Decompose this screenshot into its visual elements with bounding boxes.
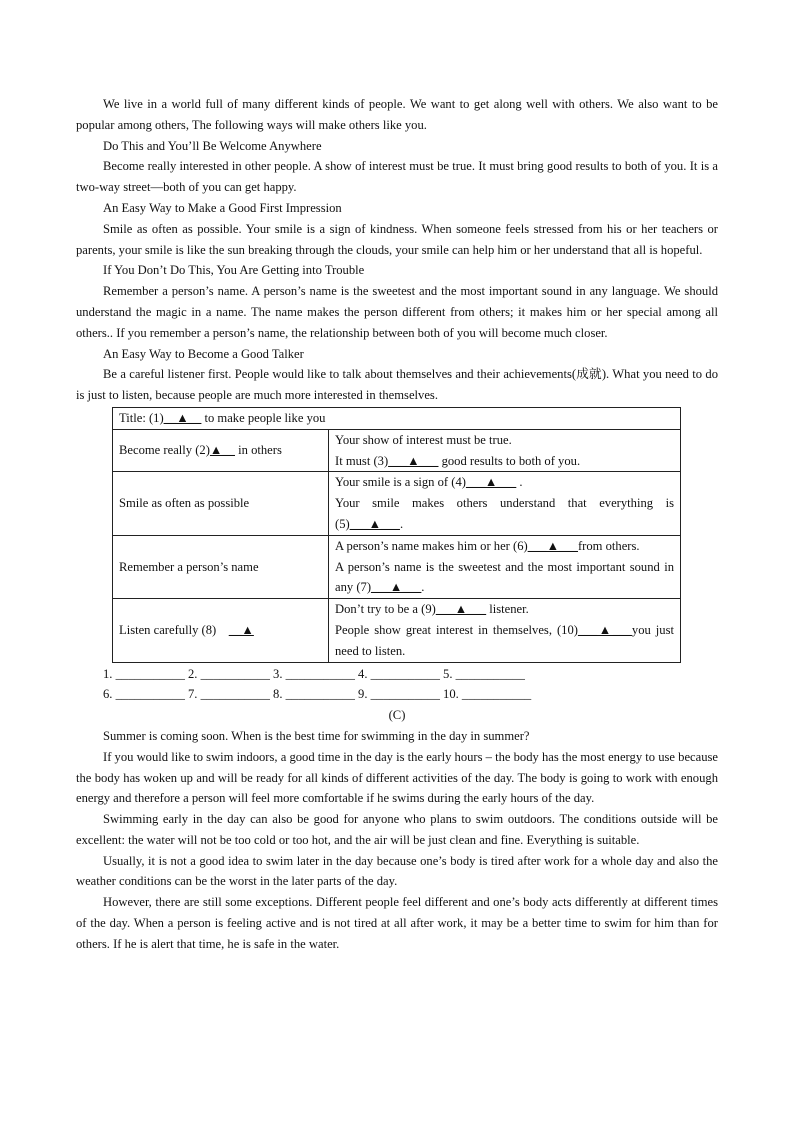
blank-6[interactable]: ___▲___: [527, 538, 578, 553]
blank-10[interactable]: ___▲___: [577, 622, 632, 637]
blank-8[interactable]: __▲: [228, 622, 254, 637]
table-left-cell: Remember a person’s name: [113, 535, 329, 598]
section-heading: An Easy Way to Make a Good First Impression: [103, 200, 342, 215]
table-row: [113, 429, 681, 472]
table-row: [113, 535, 681, 598]
passage-c-paragraph: Summer is coming soon. When is the best time for swimming in the day in summer?: [103, 728, 530, 743]
table-row: [113, 599, 681, 662]
table-title-cell: Title: (1)__▲__ to make people like you: [113, 407, 681, 429]
section-paragraph: Become really interested in other people. A show of interest must be true. It must bring good results to both of you. It is a two-way street—both of you can get happy.: [76, 159, 718, 195]
blank-3[interactable]: ___▲___: [388, 453, 439, 468]
passage-c-paragraph: Swimming early in the day can also be good for anyone who plans to swim outdoors. The conditions outside will be excellent: the water will not be too cold or too hot, and the air will be just clean and fine. Everything is suitable.: [76, 812, 718, 847]
answer-lines: [76, 664, 718, 706]
section-heading: If You Don’t Do This, You Are Getting into Trouble: [103, 263, 365, 278]
blank-2[interactable]: ▲__: [209, 443, 235, 458]
table-left-cell: Listen carefully (8) __▲: [113, 599, 329, 662]
blank-9[interactable]: ___▲___: [435, 602, 487, 617]
table-row: [113, 472, 681, 535]
table-right-cell: Don’t try to be a (9)___▲___ listener. People show great interest in themselves, (10)___▲___you just need to listen.: [329, 599, 681, 662]
blank-7[interactable]: ___▲___: [371, 580, 422, 595]
answer-line[interactable]: 1. ___________ 2. ___________ 3. ___________ 4. ___________ 5. ___________: [103, 666, 525, 681]
blank-1[interactable]: __▲__: [163, 410, 202, 425]
table-left-cell: Smile as often as possible: [113, 472, 329, 535]
table-right-cell: A person’s name makes him or her (6)___▲___from others. A person’s name is the sweetest and the most important sound in any (7)___▲___.: [329, 535, 681, 598]
section-paragraph: Be a careful listener first. People would like to talk about themselves and their achievements(成就). What you need to do is just to listen, because people are much more interested in themselves.: [76, 367, 718, 403]
summary-table: [112, 407, 681, 663]
blank-4[interactable]: ___▲___: [465, 475, 517, 490]
section-paragraph: Remember a person’s name. A person’s name is the sweetest and the most important sound in any language. We should understand the magic in a name. The name makes the person different from others; it makes him or her special among all others.. If you remember a person’s name, the relationship between both of you will become much closer.: [76, 284, 718, 340]
passage-c-paragraph: However, there are still some exceptions. Different people feel different and one’s body acts differently at different times of the day. When a person is feeling active and is not tired at all after work, it may be a better time to swim for him than for others. If he is alert that time, he is safe in the water.: [76, 895, 718, 951]
passage-c-paragraph: If you would like to swim indoors, a good time in the day is the early hours – the body has the most energy to use because the body has woken up and will be ready for all kinds of different activities of the day. The body is going to work with enough energy and therefore a person will feel more comfortable if he swims during the early hours of the day.: [76, 749, 718, 806]
section-paragraph: Smile as often as possible. Your smile is a sign of kindness. When someone feels stressed from his or her teachers or parents, your smile is like the sun breaking through the clouds, your smile can help him or her understand that all is hopeful.: [76, 221, 718, 257]
intro-paragraph: We live in a world full of many different kinds of people. We want to get along well with others. We also want to be popular among others, The following ways will make others like you.: [76, 97, 718, 132]
passage-c-paragraph: Usually, it is not a good idea to swim later in the day because one’s body is tired after work for a whole day and also the weather conditions can be the worst in the later parts of the day.: [76, 853, 718, 889]
table-title-row: [113, 407, 681, 429]
document-page: [76, 94, 718, 955]
section-heading: Do This and You’ll Be Welcome Anywhere: [103, 138, 322, 153]
blank-5[interactable]: ___▲___: [349, 516, 400, 531]
table-right-cell: Your smile is a sign of (4)___▲___ . Your smile makes others understand that everything is (5)___▲___.: [329, 472, 681, 535]
table-right-cell: Your show of interest must be true. It must (3)___▲___ good results to both of you.: [329, 429, 681, 472]
section-label: (C): [388, 708, 406, 723]
answer-line[interactable]: 6. ___________ 7. ___________ 8. ___________ 9. ___________ 10. ___________: [103, 687, 532, 702]
section-heading: An Easy Way to Become a Good Talker: [103, 346, 304, 361]
table-left-cell: Become really (2)▲__ in others: [113, 429, 329, 472]
